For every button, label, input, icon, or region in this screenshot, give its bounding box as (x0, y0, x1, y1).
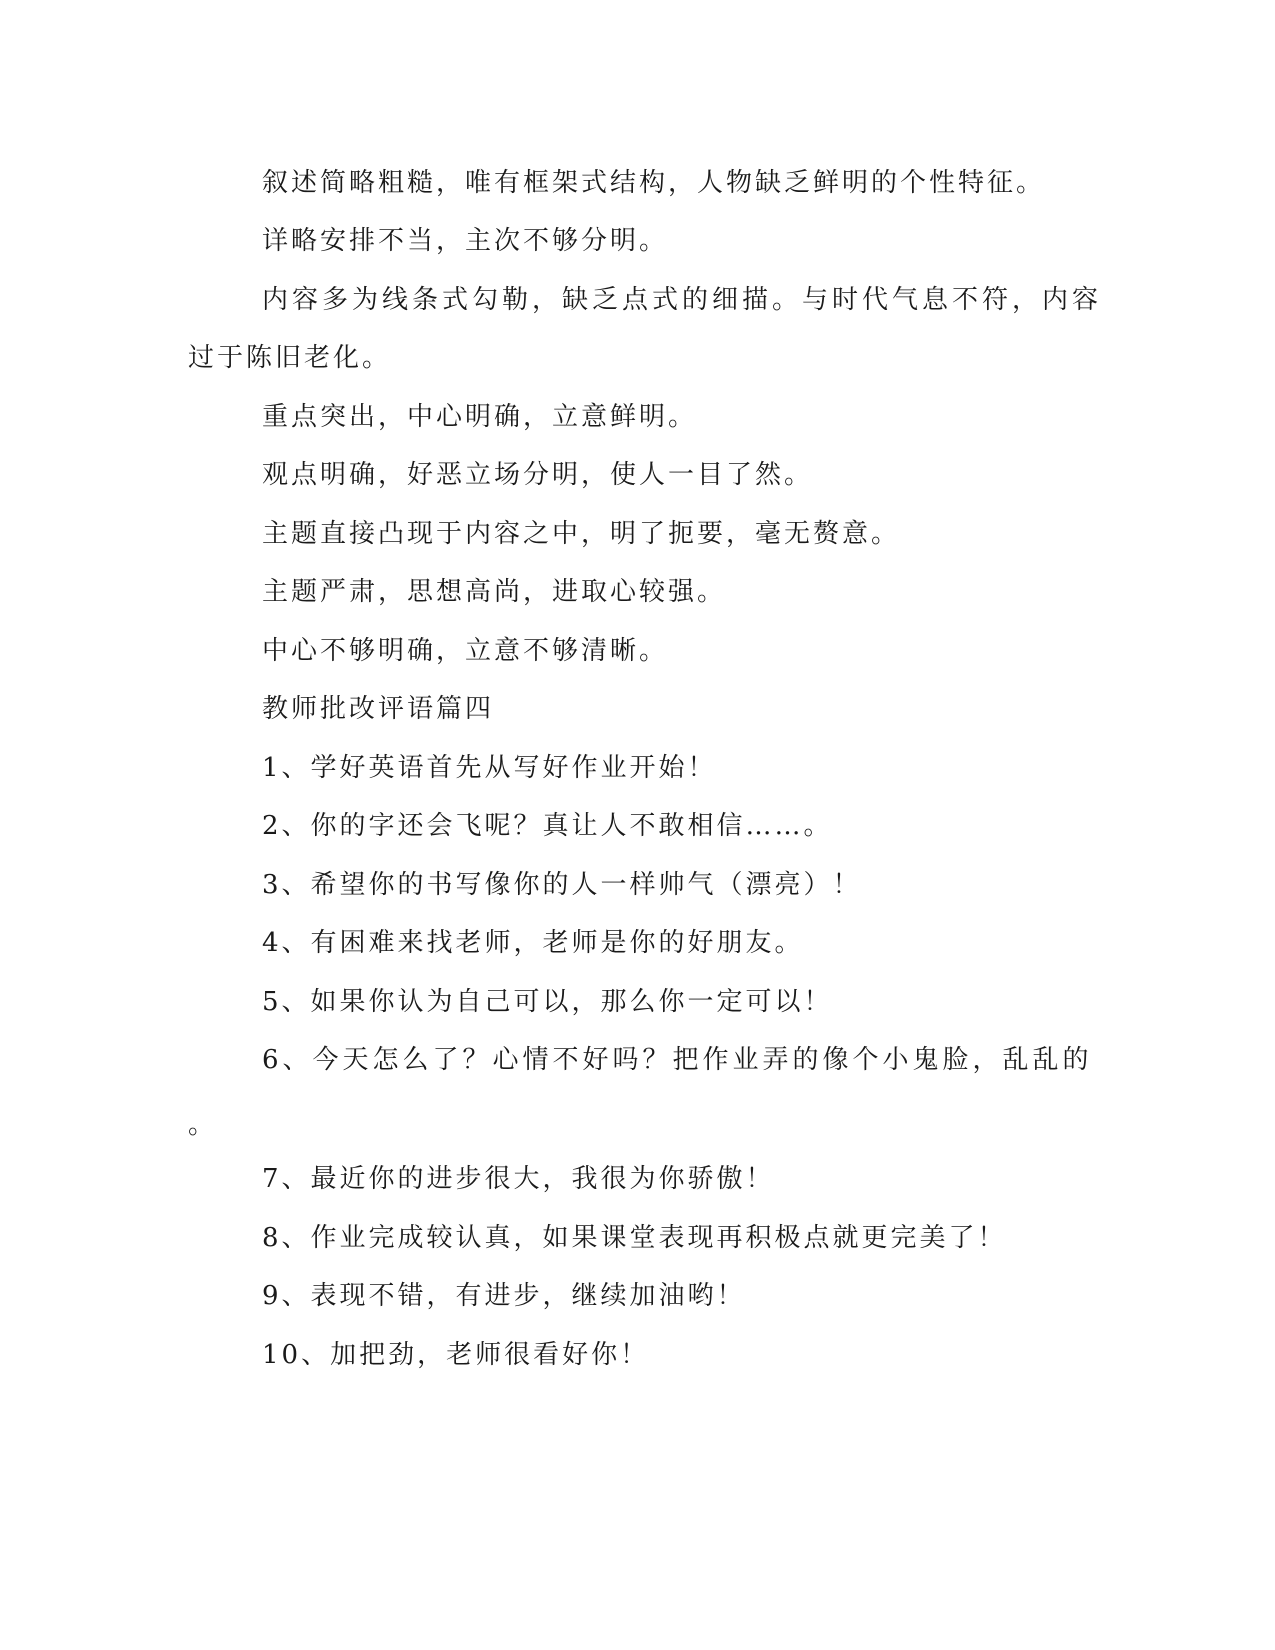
comment-continuation: 。 (188, 1110, 218, 1140)
comment-item: 10、加把劲，老师很看好你！ (262, 1340, 650, 1370)
paragraph: 内容多为线条式勾勒，缺乏点式的细描。与时代气息不符，内容 (262, 285, 1103, 315)
comment-item: 9、表现不错，有进步，继续加油哟！ (262, 1281, 746, 1311)
paragraph: 主题严肃，思想高尚，进取心较强。 (262, 577, 727, 607)
comment-item: 3、希望你的书写像你的人一样帅气（漂亮）！ (262, 870, 862, 900)
comment-item: 1、学好英语首先从写好作业开始！ (262, 753, 717, 783)
paragraph-continuation: 过于陈旧老化。 (188, 343, 392, 373)
comment-item: 6、今天怎么了？心情不好吗？把作业弄的像个小鬼脸，乱乱的 (262, 1045, 1093, 1075)
paragraph: 观点明确，好恶立场分明，使人一目了然。 (262, 460, 814, 490)
comment-item: 7、最近你的进步很大，我很为你骄傲！ (262, 1164, 775, 1194)
comment-item: 4、有困难来找老师，老师是你的好朋友。 (262, 928, 804, 958)
comment-item: 2、你的字还会飞呢？真让人不敢相信……。 (262, 811, 833, 841)
paragraph: 主题直接凸现于内容之中，明了扼要，毫无赘意。 (262, 519, 901, 549)
paragraph: 叙述简略粗糙，唯有框架式结构，人物缺乏鲜明的个性特征。 (262, 168, 1046, 198)
paragraph: 重点突出，中心明确，立意鲜明。 (262, 402, 698, 432)
paragraph: 详略安排不当，主次不够分明。 (262, 226, 669, 256)
section-heading: 教师批改评语篇四 (262, 694, 495, 724)
comment-item: 8、作业完成较认真，如果课堂表现再积极点就更完美了！ (262, 1223, 1007, 1253)
paragraph: 中心不够明确，立意不够清晰。 (262, 636, 669, 666)
comment-item: 5、如果你认为自己可以，那么你一定可以！ (262, 987, 833, 1017)
